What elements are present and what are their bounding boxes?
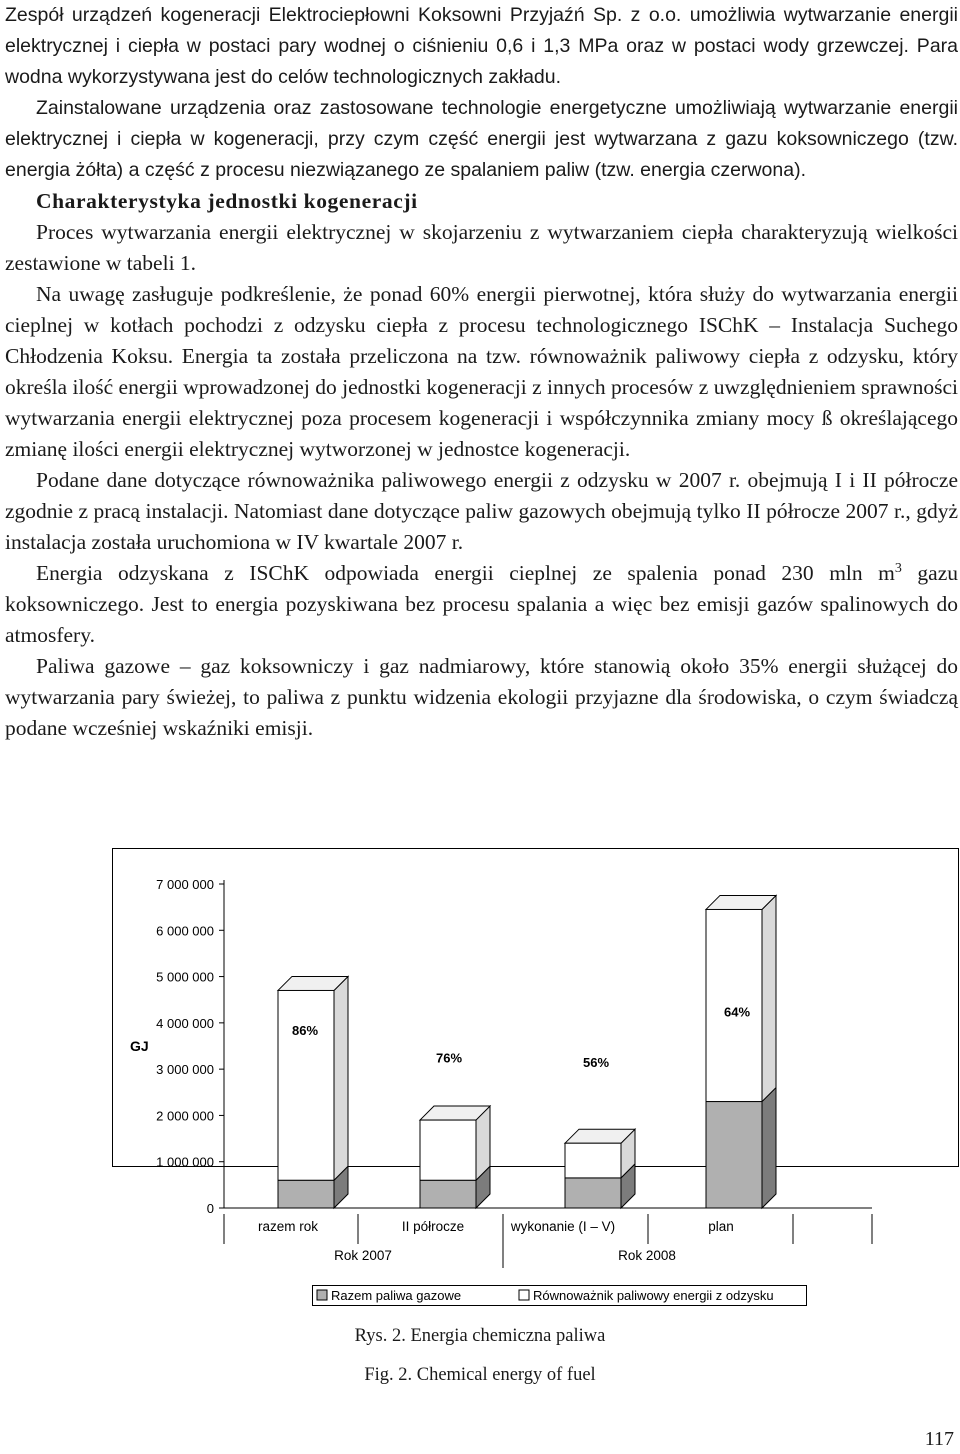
y-tick-label-6: 6 000 000 bbox=[156, 923, 214, 939]
bar-annotation-3: 64% bbox=[724, 1004, 751, 1020]
bar-gas-3 bbox=[706, 1102, 762, 1208]
category-label-0: razem rok bbox=[257, 1219, 319, 1234]
bar-annotation-0: 86% bbox=[292, 1022, 319, 1038]
y-tick-label-1: 1 000 000 bbox=[156, 1154, 214, 1170]
chart-svg bbox=[112, 848, 960, 1318]
legend-swatch-1 bbox=[519, 1290, 529, 1300]
y-tick-label-2: 2 000 000 bbox=[156, 1108, 214, 1124]
bar-recovery-0 bbox=[278, 990, 334, 1180]
caption-pl: Rys. 2. Energia chemiczna paliwa bbox=[354, 1326, 606, 1346]
bar-gas-0 bbox=[278, 1180, 334, 1208]
y-axis-label: GJ bbox=[130, 1038, 149, 1054]
bar-recovery-2 bbox=[565, 1143, 621, 1178]
paragraph-4: Na uwagę zasługuje podkreślenie, że ponad 60% energii pierwotnej, która służy do wytwarzania energii cieplnej w kotłach pochodzi z odzysku ciepła z procesu technologicznego ISChK – Instalacja Suchego Chłodzenia Koksu. Energia ta została przeliczona na tzw. równoważnik paliwowy ciepła z odzysku, który określa ilość energii wprowadzonej do jednostki kogeneracji z innych procesów z uwzględnieniem sprawności wytwarzania energii elektrycznej poza procesem kogeneracji i współczynnika zmiany mocy ß określającego zmianę ilości energii elektrycznej wytworzonej w jednostce kogeneracji. bbox=[5, 282, 958, 461]
group-label-0: Rok 2007 bbox=[334, 1248, 392, 1263]
paragraph-3: Proces wytwarzania energii elektrycznej w skojarzeniu z wytwarzaniem ciepła charakteryzują wielkości zestawione w tabeli 1. bbox=[5, 220, 958, 275]
bar-side-3 bbox=[762, 1088, 776, 1208]
chart-frame bbox=[113, 849, 959, 1167]
bar-annotation-2: 56% bbox=[583, 1055, 610, 1071]
paragraph-6-end: gazu koksowniczego. Jest to energia pozyskiwana bez procesu spalania a więc bez emisji gazów spalinowych do atmosfery. bbox=[5, 561, 958, 647]
bar-annotation-1: 76% bbox=[436, 1050, 463, 1066]
superscript-3: 3 bbox=[894, 561, 902, 576]
energy-chart bbox=[112, 848, 960, 1303]
paragraph-2: Zainstalowane urządzenia oraz zastosowane technologie energetyczne umożliwiają wytwarzanie energii elektrycznej i ciepła w kogeneracji, przy czym część energii jest wytwarzana z gazu koksowniczego (tzw. energia żółta) a część z procesu niezwiązanego ze spalaniem paliw (tzw. energia czerwona). bbox=[5, 97, 958, 181]
article-text bbox=[5, 0, 958, 744]
caption-en: Fig. 2. Chemical energy of fuel bbox=[364, 1365, 596, 1385]
legend-label-0: Razem paliwa gazowe bbox=[331, 1288, 462, 1303]
legend-swatch-0 bbox=[317, 1290, 327, 1300]
paragraph-1: Zespół urządzeń kogeneracji Elektrociepłowni Koksowni Przyjaźń Sp. z o.o. umożliwia wytwarzanie energii elektrycznej i ciepła w postaci pary wodnej o ciśnieniu 0,6 i 1,3 MPa oraz w postaci wody grzewczej. Para wodna wykorzystywana jest do celów technologicznych zakładu. bbox=[5, 4, 958, 88]
page-number: 117 bbox=[924, 1428, 954, 1450]
paragraph-6-start: Energia odzyskana z ISChK odpowiada energii cieplnej ze spalenia ponad 230 mln m bbox=[36, 561, 895, 585]
y-tick-label-5: 5 000 000 bbox=[156, 969, 214, 985]
section-heading: Charakterystyka jednostki kogeneracji bbox=[36, 189, 418, 213]
bar-side-top-3 bbox=[762, 895, 776, 1101]
paragraph-6 bbox=[5, 558, 958, 651]
group-label-1: Rok 2008 bbox=[618, 1248, 676, 1263]
legend-label-1: Równoważnik paliwowy energii z odzysku bbox=[533, 1288, 774, 1303]
bar-gas-1 bbox=[420, 1180, 476, 1208]
y-tick-label-4: 4 000 000 bbox=[156, 1015, 214, 1031]
category-label-1: II półrocze bbox=[401, 1219, 465, 1234]
category-label-2: wykonanie (I – V) bbox=[510, 1219, 616, 1234]
paragraph-7: Paliwa gazowe – gaz koksowniczy i gaz nadmiarowy, które stanowią około 35% energii służącej do wytwarzania pary świeżej, to paliwa z punktu widzenia ekologii przyjazne dla środowiska, o czym świadczą podane wcześniej wskaźniki emisji. bbox=[5, 654, 958, 740]
paragraph-5: Podane dane dotyczące równoważnika paliwowego energii z odzysku w 2007 r. obejmują I i II półrocze zgodnie z pracą instalacji. Natomiast dane dotyczące paliw gazowych obejmują tylko II półrocze 2007 r., gdyż instalacja została uruchomiona w IV kwartale 2007 r. bbox=[5, 468, 958, 554]
bar-side-top-0 bbox=[334, 976, 348, 1180]
category-label-3: plan bbox=[708, 1219, 734, 1234]
y-tick-label-3: 3 000 000 bbox=[156, 1062, 214, 1078]
bar-gas-2 bbox=[565, 1178, 621, 1208]
y-tick-label-7: 7 000 000 bbox=[156, 877, 214, 892]
bar-recovery-1 bbox=[420, 1120, 476, 1180]
y-tick-label-0: 0 bbox=[206, 1201, 214, 1216]
